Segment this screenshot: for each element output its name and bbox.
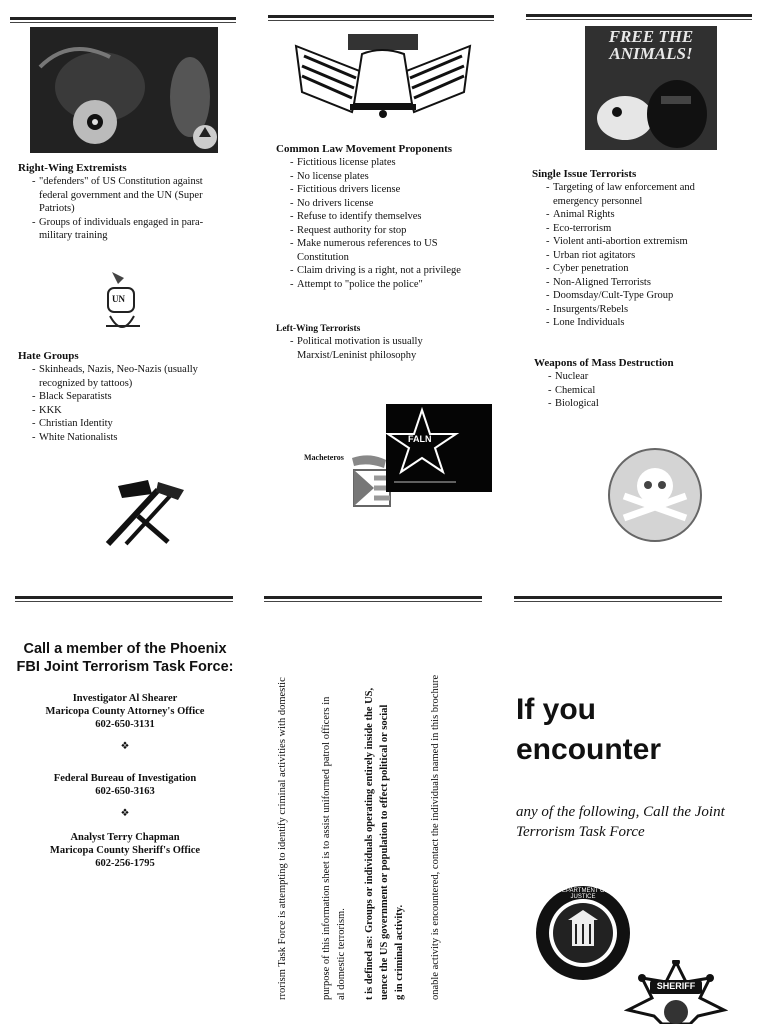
contact-phone: 602-650-3163 (95, 786, 155, 797)
list-item: - Cyber penetration (546, 262, 760, 276)
free-the-animals-text: FREE THE ANIMALS! (608, 27, 694, 63)
list-item: - Non-Aligned Terrorists (546, 276, 760, 290)
panel-right-wing-hate-groups (14, 24, 244, 564)
panel3-top-rule (526, 14, 752, 17)
intro-line: rrorism Task Force is attempting to identify criminal activities with domestic (277, 677, 288, 1000)
list-item: - Skinheads, Nazis, Neo-Nazis (usually recognized by tattoos) (32, 363, 238, 390)
sheriff-text: SHERIFF (656, 981, 696, 991)
list-item: - Christian Identity (32, 417, 238, 431)
intro-line: al domestic terrorism. (336, 908, 347, 1000)
intro-line: g in criminal activity. (394, 904, 405, 1000)
contact-phone: 602-650-3131 (95, 719, 155, 730)
list-item: - Animal Rights (546, 208, 760, 222)
intro-line: uence the US government or population to effect political or social (379, 704, 390, 1000)
faln-logo (386, 404, 492, 492)
contact-name: Federal Bureau of Investigation (53, 773, 197, 784)
list-item: - Fictitious drivers license (290, 183, 496, 197)
contact-office: Maricopa County Sheriff's Office (49, 845, 201, 856)
faln-label: FALN (408, 434, 432, 444)
hammer-emblem-icon (98, 476, 188, 548)
cover-title: If you encounter (516, 693, 662, 766)
contact-chapman (14, 831, 236, 870)
doj-seal-icon (534, 884, 632, 982)
list-item: - Political motivation is usually Marxist/Leninist philosophy (290, 335, 496, 362)
list-item: - Insurgents/Rebels (546, 303, 760, 317)
list-item: - Make numerous references to US Constitution (290, 237, 496, 264)
hate-groups-list (18, 363, 238, 444)
single-issue-list (532, 181, 760, 330)
intro-line: purpose of this information sheet is to assist uniformed patrol officers in (321, 696, 332, 1000)
list-item: - Request authority for stop (290, 224, 496, 238)
contact-office: Maricopa County Attorney's Office (45, 706, 205, 717)
separator-icon: ❖ (120, 808, 130, 819)
list-item: - Groups of individuals engaged in para-military training (32, 216, 238, 243)
panel6-top-rule (514, 596, 722, 599)
list-item: - Nuclear (548, 370, 762, 384)
intro-line: t is defined as: Groups or individuals operating entirely inside the US, (364, 687, 375, 1000)
contact-name: Investigator Al Shearer (72, 693, 178, 704)
single-issue-heading: Single Issue Terrorists (532, 168, 637, 180)
contacts-title: Call a member of the Phoenix FBI Joint Terrorism Task Force: (16, 641, 234, 675)
common-law-list (276, 156, 496, 291)
wmd-heading: Weapons of Mass Destruction (534, 357, 674, 369)
left-wing-heading: Left-Wing Terrorists (276, 324, 361, 334)
sheriff-star-icon (624, 960, 728, 1024)
liberty-bell-icon (292, 32, 474, 128)
panel-cover (512, 690, 768, 1024)
skull-crossbones-icon (606, 446, 704, 544)
panel-intro-rotated (260, 604, 488, 1024)
contact-phone: 602-256-1795 (95, 858, 155, 869)
doj-seal-text: DEPARTMENT OF JUSTICE (557, 888, 609, 900)
panel2-top-rule (268, 15, 494, 18)
common-law-heading: Common Law Movement Proponents (276, 143, 453, 155)
right-wing-photo (30, 27, 218, 153)
separator-icon: ❖ (120, 741, 130, 752)
panel-contacts (14, 640, 236, 1020)
list-item: - Lone Individuals (546, 316, 760, 330)
hate-groups-heading: Hate Groups (18, 350, 79, 362)
list-item: - No drivers license (290, 197, 496, 211)
intro-line: onable activity is encountered, contact the individuals named in this brochure (430, 674, 441, 1000)
contact-name: Analyst Terry Chapman (70, 832, 180, 843)
wmd-list (534, 370, 762, 411)
list-item: - Claim driving is a right, not a privilege (290, 264, 496, 278)
list-item: - Urban riot agitators (546, 249, 760, 263)
panel-single-issue-wmd (528, 24, 764, 564)
right-wing-heading: Right-Wing Extremists (18, 162, 127, 174)
un-figure-icon (100, 268, 146, 340)
contact-shearer (14, 692, 236, 731)
right-wing-list (18, 175, 238, 243)
list-item: - No license plates (290, 170, 496, 184)
contact-fbi (14, 772, 236, 798)
panel1-top-rule (10, 17, 236, 20)
free-the-animals-poster (585, 26, 717, 150)
panel-common-law-left-wing (270, 24, 500, 564)
list-item: - Fictitious license plates (290, 156, 496, 170)
macheteros-label: Macheteros (304, 453, 344, 462)
cover-subtitle: any of the following, Call the Joint Terrorism Task Force (516, 804, 725, 840)
list-item: - White Nationalists (32, 431, 238, 445)
list-item: - Black Separatists (32, 390, 238, 404)
list-item: - Chemical (548, 384, 762, 398)
list-item: - Targeting of law enforcement and emergency personnel (546, 181, 760, 208)
un-badge-label: UN (112, 294, 125, 304)
panel5-top-rule (264, 596, 482, 599)
left-wing-list (276, 335, 496, 362)
panel4-top-rule (15, 596, 233, 599)
list-item: - Biological (548, 397, 762, 411)
list-item: - Doomsday/Cult-Type Group (546, 289, 760, 303)
list-item: - Refuse to identify themselves (290, 210, 496, 224)
list-item: - KKK (32, 404, 238, 418)
list-item: - Violent anti-abortion extremism (546, 235, 760, 249)
list-item: - Eco-terrorism (546, 222, 760, 236)
list-item: - "defenders" of US Constitution against federal government and the UN (Super Patriots) (32, 175, 238, 216)
list-item: - Attempt to "police the police" (290, 278, 496, 292)
